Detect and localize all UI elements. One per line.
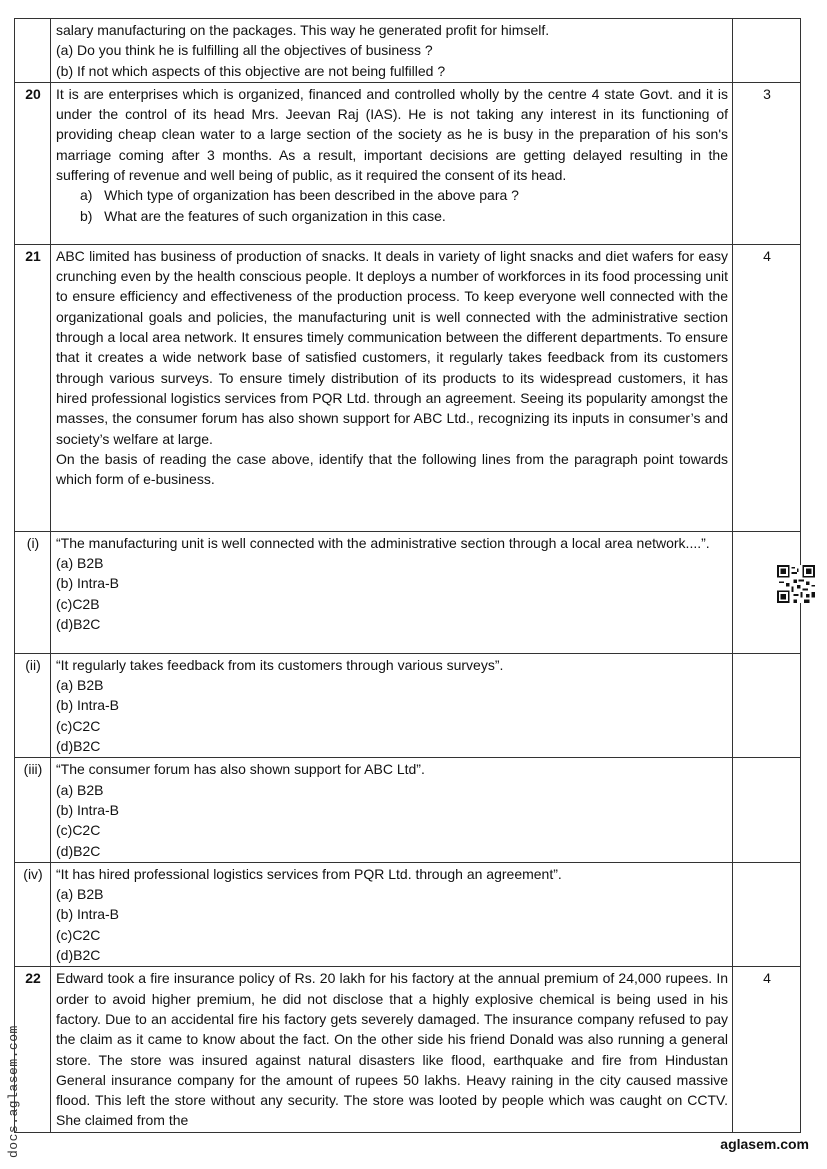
question-row bbox=[15, 19, 801, 83]
option: (d)B2C bbox=[56, 616, 101, 633]
sub-question: a) Which type of organization has been described in the above para ? bbox=[80, 187, 519, 204]
option: (c)C2C bbox=[56, 926, 101, 943]
question-body bbox=[51, 653, 733, 757]
option: (b) Intra-B bbox=[56, 801, 120, 818]
option: (a) B2B bbox=[56, 555, 104, 572]
option: (c)C2C bbox=[56, 717, 101, 734]
question-row bbox=[15, 531, 801, 653]
question-text: ABC limited has business of production of snacks. It deals in variety of light snacks and diet wafers for easy crunching even by the health conscious people. It deploys a number of workforces in its food processing unit to ensure efficiency and effectiveness of the production process. To keep everyone well connected with the organizational goals and policies, the manufacturing unit is well connected with the administrative section through a local area network. It ensures timely communication between the different departments. To ensure that it creates a wide network base of satisfied customers, it regularly takes feedback from its customers through various surveys. To ensure timely distribution of its products to its widespread customers, it has hired professional logistics services from PQR Ltd. through an agreement. Seeing its popularity amongst the masses, the consumer forum has also shown support for ABC Ltd., recognizing its inputs in consumer’s and society’s welfare at large. bbox=[56, 247, 728, 447]
question-number: 22 bbox=[15, 967, 51, 1133]
question-number: (ii) bbox=[15, 653, 51, 757]
marks-cell bbox=[733, 19, 801, 83]
option: (b) Intra-B bbox=[56, 697, 120, 714]
question-row bbox=[15, 244, 801, 531]
option: (a) B2B bbox=[56, 677, 104, 694]
question-quote: “It has hired professional logistics services from PQR Ltd. through an agreement”. bbox=[56, 865, 562, 882]
question-number: 21 bbox=[15, 244, 51, 531]
sub-question: (b) If not which aspects of this objective are not being fulfilled ? bbox=[56, 62, 446, 79]
question-row bbox=[15, 82, 801, 244]
footer-brand[interactable]: aglasem.com bbox=[720, 1136, 809, 1152]
question-table bbox=[14, 18, 801, 1133]
question-row bbox=[15, 758, 801, 862]
question-body bbox=[51, 19, 733, 83]
option: (b) Intra-B bbox=[56, 575, 120, 592]
marks-cell bbox=[733, 758, 801, 862]
marks-cell: 3 bbox=[733, 82, 801, 244]
option: (c)C2C bbox=[56, 822, 101, 839]
question-body bbox=[51, 244, 733, 531]
question-row bbox=[15, 967, 801, 1133]
question-number: (iii) bbox=[15, 758, 51, 862]
question-quote: “It regularly takes feedback from its customers through various surveys”. bbox=[56, 656, 504, 673]
question-body bbox=[51, 758, 733, 862]
question-body bbox=[51, 531, 733, 653]
option: (a) B2B bbox=[56, 886, 104, 903]
question-quote: “The consumer forum has also shown support for ABC Ltd”. bbox=[56, 761, 425, 778]
marks-cell: 4 bbox=[733, 244, 801, 531]
option: (d)B2C bbox=[56, 947, 101, 964]
side-watermark: docs.aglasem.com bbox=[6, 1025, 21, 1158]
question-number: (iv) bbox=[15, 862, 51, 966]
option: (c)C2B bbox=[56, 595, 100, 612]
question-number: (i) bbox=[15, 531, 51, 653]
question-body bbox=[51, 82, 733, 244]
sub-question: b) What are the features of such organization in this case. bbox=[80, 207, 446, 224]
option: (d)B2C bbox=[56, 842, 101, 859]
marks-cell bbox=[733, 862, 801, 966]
question-text: salary manufacturing on the packages. This way he generated profit for himself. bbox=[56, 22, 550, 38]
question-number: 20 bbox=[15, 82, 51, 244]
marks-cell bbox=[733, 653, 801, 757]
option: (d)B2C bbox=[56, 738, 101, 755]
qr-code-icon bbox=[777, 565, 815, 603]
option: (b) Intra-B bbox=[56, 906, 120, 923]
question-instruction: On the basis of reading the case above, identify that the following lines from the paragraph point towards which form of e-business. bbox=[56, 450, 728, 488]
question-body bbox=[51, 967, 733, 1133]
question-text: Edward took a fire insurance policy of Rs. 20 lakh for his factory at the annual premium of 24,000 rupees. In order to avoid higher premium, he did not disclose that a highly explosive chemical is being used in his factory. Due to an accidental fire his factory gets severely damaged. The insurance company refused to pay the claim as it came to know about the fact. On the other side his friend Donald was also running a general store. The store was insured against natural disasters like flood, earthquake and fire from Hindustan General insurance company for the amount of rupees 50 lakhs. Heavy raining in the city caused massive flood. This left the store without any security. The store was looted by people which was caught on CCTV. She claimed from the bbox=[56, 970, 728, 1129]
marks-cell: 4 bbox=[733, 967, 801, 1133]
sub-question: (a) Do you think he is fulfilling all the objectives of business ? bbox=[56, 42, 433, 59]
option: (a) B2B bbox=[56, 781, 104, 798]
question-text: It is are enterprises which is organized, financed and controlled wholly by the centre 4 state Govt. and it is under the control of its head Mrs. Jeevan Raj (IAS). He is not taking any interest in its functioning of providing cheap clean water to a large section of the society as he is busy in the preparation of his son's marriage coming after 3 months. As a result, important decisions are getting delayed resulting in the suffering of revenue and well being of public, as it required the consent of its head. bbox=[56, 85, 728, 184]
question-quote: “The manufacturing unit is well connected with the administrative section through a local area network....”. bbox=[56, 534, 710, 551]
question-row bbox=[15, 862, 801, 966]
question-number bbox=[15, 19, 51, 83]
question-body bbox=[51, 862, 733, 966]
question-row bbox=[15, 653, 801, 757]
